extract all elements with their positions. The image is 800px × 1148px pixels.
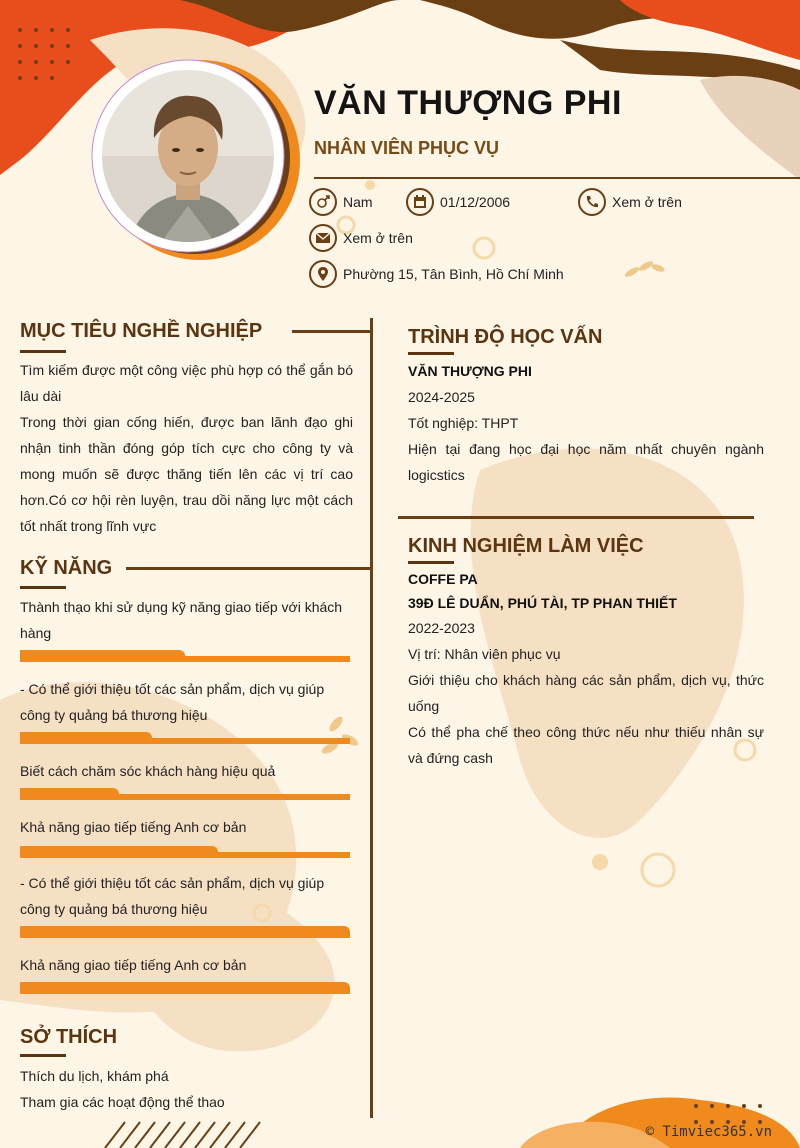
skill-bar-2 [20, 732, 350, 744]
skill-bar-fill [20, 650, 185, 662]
skill-text-3: Biết cách chăm sóc khách hàng hiệu quả [20, 763, 276, 779]
objective-title: MỤC TIÊU NGHỀ NGHIỆP [20, 320, 263, 342]
footer-watermark: © Timviec365.vn [645, 1124, 772, 1140]
skills-underline [20, 586, 66, 589]
header-divider [314, 177, 800, 179]
hobbies-title: SỞ THÍCH [20, 1026, 118, 1048]
education-title: TRÌNH ĐỘ HỌC VẤN [408, 326, 603, 348]
education-degree: Tốt nghiệp: THPT [408, 415, 519, 431]
experience-address: 39Đ LÊ DUẨN, PHÚ TÀI, TP PHAN THIẾT [408, 595, 677, 611]
skill-bar-3 [20, 788, 350, 800]
calendar-icon [406, 188, 434, 216]
experience-duty-2: Có thể pha chế theo công thức nếu như thiếu nhân sự và đứng cash [408, 724, 764, 766]
dob-value: 01/12/2006 [440, 194, 511, 210]
hobbies-list [20, 1063, 350, 1115]
objective-line-1: Tìm kiếm được một công việc phù hợp có thể gắn bó lâu dài [20, 362, 353, 404]
section-divider [398, 516, 754, 519]
dob-info [406, 188, 510, 216]
experience-position: Vị trí: Nhân viên phục vụ [408, 646, 561, 662]
phone-icon [578, 188, 606, 216]
skill-bar-fill [20, 926, 350, 938]
hobbies-underline [20, 1054, 66, 1057]
education-school: VĂN THƯỢNG PHI [408, 363, 532, 379]
hobby-item: Tham gia các hoạt động thể thao [20, 1094, 225, 1110]
hobby-item: Thích du lịch, khám phá [20, 1068, 169, 1084]
experience-duty-1: Giới thiệu cho khách hàng các sản phẩm, dịch vụ, thức uống [408, 672, 764, 714]
education-block [408, 358, 764, 488]
gender-info [309, 188, 373, 216]
education-years: 2024-2025 [408, 389, 475, 405]
skill-text-5: - Có thể giới thiệu tốt các sản phẩm, dịch vụ giúp công ty quảng bá thương hiệu [20, 875, 325, 917]
phone-info [578, 188, 682, 216]
skill-bar-5 [20, 926, 350, 938]
experience-company: COFFE PA [408, 571, 478, 587]
objective-text [20, 357, 353, 539]
candidate-name: VĂN THƯỢNG PHI [314, 84, 622, 122]
experience-title: KINH NGHIỆM LÀM VIỆC [408, 535, 644, 557]
skill-bar-4 [20, 846, 350, 858]
experience-block [408, 567, 764, 771]
candidate-role: NHÂN VIÊN PHỤC VỤ [314, 138, 500, 158]
education-description: Hiện tại đang học đại học năm nhất chuyên ngành logicstics [408, 441, 764, 483]
gender-value: Nam [343, 194, 373, 210]
skill-bar-fill [20, 982, 350, 994]
address-info [309, 260, 564, 288]
column-divider [370, 318, 373, 1118]
address-value: Phường 15, Tân Bình, Hồ Chí Minh [343, 266, 564, 282]
gender-icon [309, 188, 337, 216]
skill-text-1: Thành thạo khi sử dụng kỹ năng giao tiếp với khách hàng [20, 599, 343, 641]
avatar [98, 66, 278, 246]
email-value: Xem ở trên [343, 230, 413, 246]
skill-bar-6 [20, 982, 350, 994]
skill-bar-fill [20, 788, 119, 800]
experience-years: 2022-2023 [408, 620, 475, 636]
skill-text-2: - Có thể giới thiệu tốt các sản phẩm, dịch vụ giúp công ty quảng bá thương hiệu [20, 681, 325, 723]
phone-value: Xem ở trên [612, 194, 682, 210]
objective-line-2: Trong thời gian cống hiến, được ban lãnh đạo ghi nhận tinh thần đóng góp tích cực cho công ty và mong muốn sẽ được thăng tiến lên các vị trí cao hơn.Có cơ hội rèn luyện, trau dồi năng lực một cách tốt nhất trong lĩnh vực [20, 414, 353, 534]
skill-bar-1 [20, 650, 350, 662]
skill-bar-fill [20, 732, 152, 744]
objective-title-rule [292, 330, 372, 333]
objective-underline [20, 350, 66, 353]
location-pin-icon [309, 260, 337, 288]
education-underline [408, 352, 454, 355]
email-info [309, 224, 413, 252]
skill-text-4: Khả năng giao tiếp tiếng Anh cơ bản [20, 819, 247, 835]
skills-title-rule [126, 567, 372, 570]
envelope-icon [309, 224, 337, 252]
skill-text-6: Khả năng giao tiếp tiếng Anh cơ bản [20, 957, 247, 973]
skills-title: KỸ NĂNG [20, 557, 113, 579]
skill-bar-fill [20, 846, 218, 858]
experience-underline [408, 561, 454, 564]
